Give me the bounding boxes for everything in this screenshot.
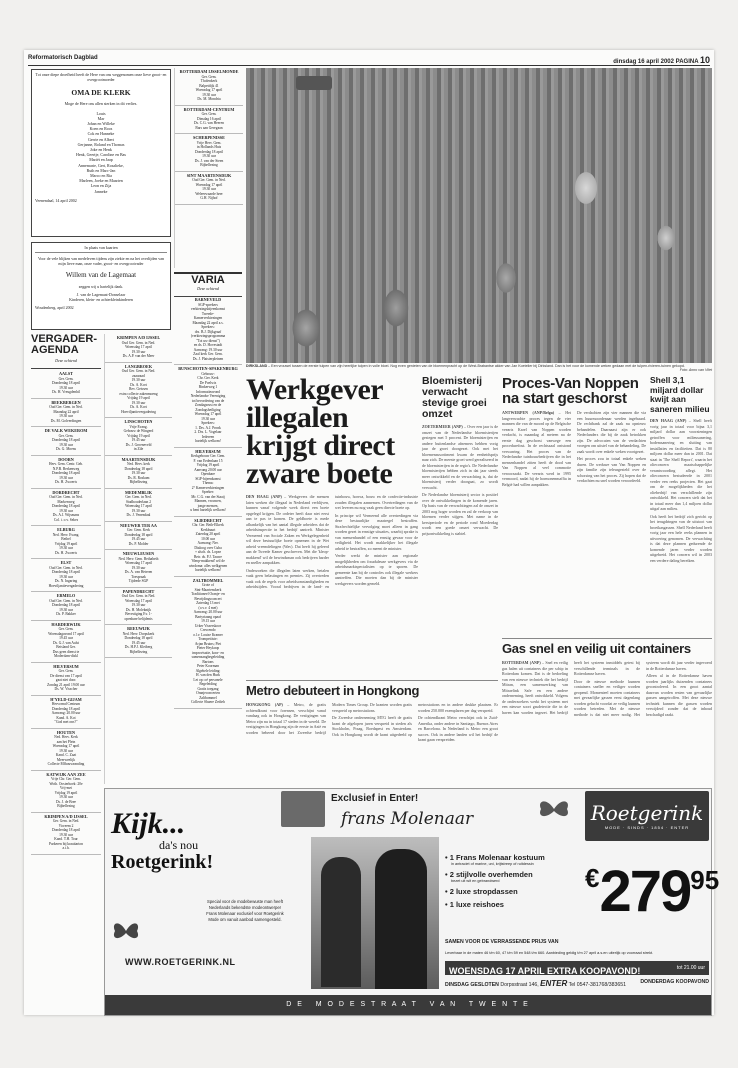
ad-das-nou: da's nou bbox=[159, 838, 199, 852]
agenda-item bbox=[105, 550, 172, 588]
model-man bbox=[375, 849, 427, 989]
agenda-details: Grote of Sint-Maartenskerk Traditioneel Oranje- en Bevrijdingsconcert Zaterdag 13 mei (o.v.v. 4 mei) Aanvang: 20.00 uur Bartyriaang opaaf 19.15 uur Urker Visserskoor Crescendo o.l.v. Louise Kramer Trompettiste: Arjan Bruins; Piet Pieter Heykoop improvisatie, koor- en samenzangbegeleiding Bartons Peter Koorman Algehele leiding: H. van den Hurk Let op: oé personele Begeleiding Gratis toegang Oranjeconcerten Zaltbommel Collecte Shuere Zedieh bbox=[191, 583, 225, 704]
agenda-item bbox=[31, 771, 101, 813]
family-member: Johan en Willeke bbox=[87, 121, 115, 127]
varia-title: VARIA bbox=[191, 274, 225, 286]
shell-body bbox=[650, 418, 712, 563]
noppen-dateline: ANTWERPEN (ANP/Belga) bbox=[502, 410, 555, 415]
price-currency: € bbox=[585, 863, 600, 893]
shell-headline: Shell 3,1 miljard dollar kwijt aan saneren milieu bbox=[650, 375, 710, 414]
agenda-details: Ned. Herv. Dorpskerk Donderdag 18 april 19.45 uur Ds. H.P.J. Kleiberg Bijbellezing bbox=[122, 631, 155, 654]
designer-portrait bbox=[281, 791, 325, 827]
header-date: dinsdag 16 april 2002 bbox=[613, 59, 674, 65]
main-text3: In principe wil Vermeend alle overtredingen via deze bestuurlijke maatregel bestraffen. Strafrechtelijke vervolging moet alleen in gang worden gezet in ernstige situaties, waarbij sprake is van mensenhandel of een ernstig gevaar voor de veiligheid. Het wordt makkelijker het illegale arbeid te bestraffen, zo meent de minister. bbox=[335, 512, 418, 551]
agenda-item bbox=[31, 813, 101, 855]
agenda-details: Chr. Ger. Beth-Elkerk Kerkbuurt Zaterdag 20 april 10.00 uur Aanvang: Ner. Dialoog over Cuba + alsch. ds. Lopez Betr. ds. P.J. Tauwe 'Sleop-makkend' wil de windoma: alles welkgenen hartelijk welkom! bbox=[188, 523, 228, 572]
paper-name: Reformatorisch Dagblad bbox=[28, 55, 98, 61]
gas-headline: Gas snel en veilig uit containers bbox=[502, 641, 691, 656]
ad-item bbox=[445, 887, 587, 896]
caption-text: – Een vrouwel tussen de eerste tulpen van zijn heerlijke tulpen in volle bloei. Nog even genieten van de bloemenpracht op de West-Brabantse akker van Jan Koetelier bij Dirksland. Dan is het voor de komende weken gedaan met de tulpen-rivieren-tuinen gekopd. bbox=[267, 364, 685, 368]
bloem-headline: Bloemisterij verwacht stevige groei omzet bbox=[422, 375, 487, 420]
agenda-place: H'YELD-GIJAM bbox=[50, 696, 82, 702]
notice2-thanks: zeggen wij u hartelijk dank. bbox=[78, 283, 124, 289]
notice-intro: Tot onze diepe droefheid heeft de Here van ons weggenomen onze lieve groot- en overgrootmoeder bbox=[35, 72, 167, 83]
notice2-signer: J. van de Lagemaat-Donselaar Kinderen, klein- en achterkleinkinderen bbox=[69, 291, 133, 303]
price-cents: 95 bbox=[690, 865, 720, 895]
gas-body bbox=[502, 660, 712, 717]
thanks-notice-lagemaat bbox=[31, 242, 171, 330]
roetgerink-advertisement bbox=[104, 788, 720, 1016]
agenda-details: Ger. Gem. Woensdagavond 17 april 19.45 uur Ds. G.J. van Aalst Beisland Ger. Dus geen dienst te Moderdam-diskl bbox=[48, 627, 84, 658]
agenda-item bbox=[31, 696, 101, 729]
family-member: Mariët en Jaap bbox=[89, 157, 113, 163]
agenda-place: NIEUWLEUSEN bbox=[122, 551, 155, 556]
bloem-dateline: ZOETERMEER (ANP) bbox=[422, 424, 463, 429]
metro-text: – Metro, de gratis ochtendkrant voor forensen, verschijnt vanaf vandaag ook in Hongkong. De vestigingen van Metro zijn nu in totaal 17 steden in de wereld. De vestigingen in Hongkong zijn de eerste in Azië en worden beheerd door het Zweedse bedrijf Modern Times Group. De kranten worden gratis verspreid op metrostations. bbox=[246, 702, 412, 735]
footer-addr: Dorpsstraat 146, bbox=[500, 982, 539, 988]
agenda-place: LINSCHOTEN bbox=[124, 419, 153, 424]
agenda-item bbox=[31, 663, 101, 696]
agenda-item bbox=[174, 517, 242, 577]
agenda-details: Oud Ger. Gem. in Ned. Donderdag 18 april 19.30 uur Ds. P. Bakker bbox=[49, 598, 83, 616]
page-header bbox=[28, 53, 710, 66]
agenda-place: DE VALK WEKEROM bbox=[44, 428, 88, 433]
varia-column bbox=[174, 296, 242, 786]
butterfly-icon bbox=[111, 919, 141, 943]
agenda-place: ROTTERDAM-CENTRUM bbox=[183, 106, 235, 112]
ad-roetgerink-slogan: Roetgerink! bbox=[111, 851, 214, 873]
agenda-details: Oud Ger. Gem. in Ned. Maandag 22 april 19.30 uur Ds. M. Golverdingen bbox=[49, 405, 83, 423]
metro-text2: De Zweedse onderneming MTG heeft de gratis krant de afgelopen jaren verspreid in steden als Stockholm, Praag, Boedapest en Amsterdam. Ook in Hongkong wordt de krant uitgedeeld op metrostations en in andere drukke plaatsen. Er worden 250.000 exemplaren per dag verspreid. bbox=[332, 702, 498, 737]
ad-intro-line: Nederlands bekendste modeontwerper bbox=[208, 905, 282, 910]
agenda-details: Ger. Gem. in Ned. Vicreem 2 Donderdag 18 april 19.30 uur Kand. T.H. Tour Parkeren bij kraaitarion a.i.h. bbox=[49, 819, 83, 850]
ad-url: WWW.ROETGERINK.NL bbox=[125, 957, 236, 967]
agenda-item bbox=[105, 456, 172, 489]
agenda-place: HILVERSUM bbox=[195, 448, 221, 454]
tulip-field-photo bbox=[246, 68, 712, 363]
agenda-item bbox=[105, 334, 172, 363]
family-member: Cok en Hanneke bbox=[87, 131, 115, 137]
ad-item-sub: in antraciet of marine, uni, krijtstreep of ruitdessin bbox=[451, 862, 534, 866]
ad-intro-line: Mode om vanuit aanbod samengesteld. bbox=[208, 917, 282, 922]
bloem-body bbox=[422, 424, 498, 536]
agenda-item bbox=[31, 456, 101, 489]
agenda-details: Ger. Gem. Donderdag 18 april 19.30 uur Ds. G. Moens bbox=[52, 433, 80, 451]
butterfly-icon-right bbox=[537, 797, 571, 821]
agenda-place: SLIEDRECHT bbox=[194, 517, 222, 523]
main-dateline: DEN HAAG (ANP) bbox=[246, 494, 282, 499]
agenda-details: Vrije Herv. Gem. in Hollands Huis Donderdag 18 april 19.30 uur Ds. J. van der Steen Bijbellezing bbox=[194, 140, 224, 167]
agenda-header bbox=[31, 334, 101, 369]
notice-verse: Moge de Here ons allen sterken in dit verlies. bbox=[64, 101, 138, 107]
notice-place-date: Veenendaal, 14 april 2002 bbox=[35, 197, 77, 203]
article-van-noppen bbox=[502, 376, 646, 636]
header-page-label: PAGINA bbox=[675, 59, 699, 65]
koopavond-text: WOENSDAG 17 APRIL EXTRA KOOPAVOND! bbox=[449, 966, 641, 976]
ad-item bbox=[445, 853, 587, 866]
agenda-place: ROTTERDAM IJSSELMONDE bbox=[179, 69, 239, 74]
family-member: Leon en Zija bbox=[90, 183, 112, 189]
family-list bbox=[35, 111, 167, 194]
agenda-place: HOUTEN bbox=[56, 729, 76, 735]
koopavond-time: tot 21.00 uur bbox=[676, 965, 705, 971]
ad-item-title: • 2 luxe stropdassen bbox=[445, 887, 518, 896]
family-member: Mar bbox=[97, 115, 105, 121]
agenda-place: ERMELO bbox=[56, 593, 76, 598]
article-gas bbox=[502, 638, 712, 787]
agenda-item bbox=[105, 522, 172, 551]
family-member: Louis bbox=[96, 110, 106, 116]
agenda-item bbox=[174, 296, 242, 365]
agenda-column-1 bbox=[31, 370, 101, 1015]
family-member: Annemarie, Gert, Rosalieke, bbox=[78, 162, 124, 168]
bloem-text: – Over een jaar is de omzet van de Nederlandse bloemisterijen gestegen met 5 procent. De bloemisterijen en andere buitenlandse afnemers hebben vorig jaar de groei doorgezet. Ook met het bloemenassortiment kwam de eenheidsprijs naar zich. De meeste groei werd gerealiseerd in de bloemisterijen in de regio's. De Nederlandse bloemisterijen hebben zich in dat jaar steeds meer ontwikkeld en de verwachting is, dat de bloemisterij verder doorgaat, zo wordt verwacht. bbox=[422, 424, 499, 490]
agenda-details: Herv. Gem. Centr. Geb. N.P.B. Berkenweg Donderdag 18 april 19.30 uur Ds. H. Zwoerts bbox=[49, 462, 83, 484]
agenda-place: KATWIJK AAN ZEE bbox=[46, 771, 86, 777]
agenda-details: Oud Ger. Gem. in Ned. Woensdag 17 april 19.30 uur Ds. A.P. van der Meer bbox=[121, 340, 156, 358]
ad-banner: D E M O D E S T R A A T V A N T W E N T E bbox=[105, 995, 711, 1015]
agenda-place: KRIMPEN A/D IJSSEL bbox=[44, 813, 88, 819]
family-member: Marleen, Joeke en Maarten bbox=[79, 178, 123, 184]
ad-item-sub: bezet uit wit en gebrandwerd bbox=[451, 879, 500, 883]
agenda-place: LANGBROEK bbox=[124, 363, 153, 369]
agenda-place: BUNSCHOTEN-SPAKENBURG bbox=[178, 366, 238, 371]
footer-enter: ENTER bbox=[540, 979, 568, 988]
agenda-place: PAPENDRECHT bbox=[122, 588, 155, 594]
agenda-place: SINT MAARTENSDIJK bbox=[186, 172, 232, 178]
agenda-place: REEUWIJK bbox=[127, 626, 150, 631]
notice2-place-date: Woudenberg, april 2002 bbox=[35, 305, 74, 311]
noppen-text3: Het proces zou in totaal enkele weken duren. De weduwe van Van Noppen en zijn familie zijn teleurgesteld over de schorsing van het proces. Zij hopen dat de verdachten nu snel worden veroordeeld. bbox=[577, 456, 646, 483]
agenda-details: Ned. Herv. Kerk aan het Plein Woensdag 17 april 19.30 uur Kand. C. Zaat Meerweelijk Collecte Mfhouweanding bbox=[47, 735, 85, 766]
newspaper-page bbox=[24, 50, 720, 1015]
agenda-place: MEDEMBLIK bbox=[125, 489, 152, 495]
agenda-details: Ger. Gem. Kerk Donderdag 18 april 19.45 uur Ds. P. Molder bbox=[124, 528, 153, 546]
agenda-item bbox=[31, 427, 101, 456]
ad-footer-info bbox=[445, 979, 709, 991]
agenda-details: Gebouw: Chr. Ger. Kerk De Poelwis Binkerweg 1 Informatieavond Nederlandse Vereniging tot bevordering van de Zondagsrust en de Zondagsheiliging Woensdag 17 april 19.30 uur Sprekers: 1. Drs. A.J. Pronk 2. Drs. L. Vogelaar Iedereen hartelijk welkom! bbox=[190, 371, 226, 443]
agenda-item bbox=[31, 729, 101, 771]
ad-kijk-block bbox=[111, 807, 261, 873]
agenda-item bbox=[105, 418, 172, 456]
main-body bbox=[246, 494, 418, 590]
metro-text3: De ochtendkrant Metro verschijnt ook in Zuid-Amerika, onder andere in Santiago, Buenos Aires en Barcelona. In Nederland is Metro een groot succes. Ook in andere landen wil het bedrijf de krant gaan verspreiden. bbox=[418, 715, 498, 742]
family-member: Janneke bbox=[94, 188, 108, 194]
main-text4: Verder werkt de minister aan regionale mogelijkheden om frauduleuze werkgevers via de arbeidsmarktspecialisten op te sporen. De gemeente kan bij de controles ook illegale werkers aantreffen. Die moeten dan bij de minister werkgevers worden gemeld. bbox=[335, 553, 418, 586]
agenda-place: HARDERWIJK bbox=[51, 621, 81, 627]
ad-exclusief: Exclusief in Enter! bbox=[331, 793, 419, 804]
agenda-details: Vrije Evang. Gebouw de Wingerd Vrijdag 19 april 19.45 uur Ds. J. Groeneveld in Zile bbox=[123, 424, 154, 451]
ad-item bbox=[445, 900, 587, 909]
gas-dateline: ROTTERDAM (ANP) bbox=[502, 660, 541, 665]
agenda-item bbox=[175, 134, 243, 172]
agenda-item bbox=[31, 399, 101, 428]
agenda-item bbox=[175, 106, 243, 135]
agenda-place: BEEKBERGEN bbox=[51, 399, 81, 405]
agenda-item bbox=[31, 526, 101, 559]
agenda-place: AALST bbox=[59, 371, 73, 376]
notice2-intro: In plaats van kaarten bbox=[35, 245, 167, 253]
agenda-item bbox=[105, 625, 172, 658]
noppen-text2: De verdachten zijn vier mannen die via een huurmoordenaar werden ingehuurd. De rechtbank zal de zaak nu opnieuw behandelen. Daarnaast zijn er ook Nederlanders die bij de zaak betrokken zijn. De advocaten van de verdachten vroegen om uitstel van de behandeling. De zaak wordt over enkele weken voortgezet. bbox=[577, 410, 646, 454]
tractor-shape bbox=[296, 76, 332, 90]
ad-price bbox=[585, 847, 720, 943]
agenda-column-2 bbox=[104, 334, 172, 784]
main-text1: – Werkgevers die mensen laten werken die illegaal in Nederland verblijven, kunnen vanaf volgende week direct een boete opgelegd krijgen. De ordeter heeft daar niet eerst aan te pas te komen. De geldboete is mede afhankelijk van het aantal illegale arbeiders dat de arbeidsinspectie in het bedrijf aantreft. Minister Vermeend van Sociale Zaken en Werkgelegenheid wil deze bestuurlijke boete opnemen in de Wet arbeid vreemdelingen (Wav). Dat heeft hij geleerd aan de Tweede Kamer geschreven. Met die 'kleop-makkend' wil de bewindsman ook bedrijven harder en sneller aanpakken. bbox=[246, 494, 329, 565]
gas-text: – Snel en veilig gas halen uit containers die per schip in Rotterdam komen. Dat is de bedoeling van een nieuwe techniek die het bedrijf Mitran, een samenwerking van Mitraelink Safe en een andere onderneming, heeft ontwikkeld. Volgens de onderzoekers werkt het systeem met een nieuwe soort gasdetectie die in de haven kan worden ingezet. Het bedrijf heeft het systeem inmiddels getest bij verschillende terminals in de Rotterdamse haven. bbox=[502, 660, 640, 715]
agenda-place: MAARTENSDIJK bbox=[121, 456, 156, 462]
main-article bbox=[246, 373, 418, 676]
agenda-details: Hervormd Centrum Donderdag 18 april Aanvang: 20.00 uur Kand. A. Kot "God met ons?" bbox=[51, 702, 81, 724]
ad-intro-text bbox=[165, 899, 325, 949]
ad-leverbaar: Leverbaar in de maten 46 t/m 60, 47 t/m 59 en 548 t/m 660. Aanbieding geldig t/m 27 april a.s.en uiterlijk op voorraad strekt. bbox=[445, 951, 654, 955]
agenda-details: Kerkgebouw Ger. Gem. F. van Eedenlaan 15 Vrijdag 19 april Aanvang 20.00 uur Openbare SGP-bijeenkomst Thema: 2° Kamerverkiezingen Spreker: Mr. C.G. van der Staaij Mannen, vrouwen, jonge mensen, u bent hartelijk welkom! bbox=[190, 454, 226, 512]
agenda-place: DOORN bbox=[58, 456, 74, 462]
agenda-item bbox=[105, 363, 172, 419]
agenda-item bbox=[175, 172, 243, 205]
agenda-place: SCHERPENISSE bbox=[193, 135, 225, 140]
family-member: Ruth en Marc-Jan bbox=[86, 167, 116, 173]
gas-text2: Door de nieuwe methode kunnen containers sneller en veiliger worden geopend. Momenteel moeten containers met gevaarlijke gassen eerst dagenlang worden gelucht voordat ze veilig kunnen worden betreden. Met de nieuwe methode is dat niet meer nodig. Het systeem wordt dit jaar verder ingevoerd in de Rotterdamse haven. bbox=[574, 660, 712, 717]
agenda-item bbox=[105, 588, 172, 626]
agenda-details: Oud Ger. Gem. in Ned. Markenweg Donderdag 18 april 19.30 uur Ds. A.J. Wijsmans Col. i. o.v. Sekes bbox=[49, 495, 83, 522]
article-bloemisterij bbox=[422, 376, 498, 676]
family-member: Henk, Geertje, Caroline en Bas bbox=[76, 152, 126, 158]
noppen-text: – Het langverwachte proces tegen de vier mannen die van de moord op de Belgische veearts Karel van Noppen worden verdacht, is maandag al meteen na de eerste dag geschorst vanwege een procedurefout. In de rechtszaal ontstond verwarring. Het proces van de Nederlandse tuinbouwbedrijven die in het mensenhandel zitten heeft de dood van Van Noppen al veel commotie veroorzaakt. De veearts werd in 1995 vermoord, nadat hij de hormonenmaffia in België had willen aanpakken. bbox=[502, 410, 571, 487]
family-member: Gerjanne, Roland en Thomas bbox=[77, 141, 125, 147]
notice-name: OMA DE KLERK bbox=[71, 88, 131, 98]
agenda-item bbox=[174, 365, 242, 448]
agenda-details: Oud Ger. Gem. in Ned. Woensdag 17 april 19.30 uur Ds. H. Moleknijk Bevestiging Ev. 1- openbare belijdenis bbox=[121, 594, 156, 621]
agenda-column-3 bbox=[174, 68, 243, 268]
agenda-item bbox=[31, 621, 101, 663]
header-right bbox=[613, 55, 710, 65]
roetgerink-logo bbox=[585, 791, 709, 841]
caption-place: DIRKSLAND bbox=[246, 364, 268, 368]
notice2-name: Willem van de Lagemaat bbox=[65, 270, 137, 279]
ad-total-label: SAMEN VOOR DE VERRASSENDE PRIJS VAN bbox=[445, 939, 559, 945]
ad-item bbox=[445, 870, 587, 883]
agenda-details: Ger. Gem. Donderdag 18 april 19.30 uur Ds. H. Vreugdenhil bbox=[52, 376, 80, 394]
bloem-text2: De Nederlandse bloemisterij sector is positief over de ontwikkelingen in de komende jaren. Op basis van de verwachtingen zal de omzet in 2003 nog hoger worden en zal de verkoop van bloemen verder stijgen. Met name in de kerstperiode en de periode rond Moederdag wordt een goede omzet verwacht. De prijsontwikkeling is stabiel. bbox=[422, 492, 498, 536]
gas-text3: Alleen al in de Rotterdamse haven worden jaarlijks duizenden containers gecontroleerd. In een groot aantal daarvan worden resten van gevaarlijke gassen aangetroffen. Met deze nieuwe techniek kunnen die gassen worden verwijderd zonder dat de inhoud beschadigd raakt. bbox=[646, 673, 712, 717]
agenda-details: Vrije Chr. Ger. Gem. Woth. Oosterhoek: 20e Vrij-mei Vrijdag 19 april 19.30 uur Ds. J. de Bree Bijbellezing bbox=[49, 777, 83, 808]
agenda-place: NIEUWER TER AA bbox=[120, 522, 157, 528]
agenda-item bbox=[174, 448, 242, 517]
family-member: Joke en Henk bbox=[90, 147, 112, 153]
agenda-place: BARNEVELD bbox=[194, 297, 222, 302]
agenda-details: Oud Ger. Gem. in Ned. Woensdag 17 april 19.30 uur Weleerwaarde heer G.H. Nijhof bbox=[192, 178, 226, 200]
ad-signature: frans Molenaar bbox=[341, 809, 474, 829]
header-page-number: 10 bbox=[699, 55, 710, 65]
agenda-place: ZALTBOMMEL bbox=[192, 577, 224, 583]
ad-item-title: • 1 Frans Molenaar kostuum bbox=[445, 853, 545, 862]
ad-item-title: • 1 luxe reishoes bbox=[445, 900, 504, 909]
varia-subtitle: Deze ochtend bbox=[197, 286, 219, 291]
family-member: Marco en Ria bbox=[90, 173, 112, 179]
agenda-subtitle: Deze ochtend bbox=[55, 358, 77, 363]
ad-kijk: Kijk... bbox=[111, 807, 186, 840]
agenda-details: Ned. Herv. kerk Donderdag 18 april 19.30 uur Ds. R. Roskam Bijbellezing bbox=[124, 462, 153, 484]
agenda-item bbox=[31, 370, 101, 399]
agenda-details: Ger. Gem. in Ned. Stadhouderlaan 2 Woensdag 17 april 19.30 uur Ds. J. Venendaal bbox=[125, 495, 152, 517]
metro-dateline: HONGKONG (AP) bbox=[246, 702, 283, 707]
agenda-details: Oud Ger. Gem. in Ned. zaaaraad 19.30 uur Ds. A. Kort Rev. Geissen extra collecte zakenmoeng Vrijdag 19 april 19.30 uur Ds. A. Kort Hoeviljantievergadering bbox=[119, 369, 158, 414]
agenda-place: ELST bbox=[60, 560, 72, 565]
shell-dateline: DEN HAAG (ANP) bbox=[650, 418, 687, 423]
agenda-details: Ned. Herv. Evang. Bethel Vrijdag 19 april 19.30 uur Ds. H. Zwoerts bbox=[52, 532, 80, 555]
main-text2: Onderzoeken die illegalen laten werken, betalen vaak geen belastingen en premies. Zij overtreden vaak ook de regels voor arbeidsomstandigheden en arbeidstijden. Vooral bedrijven in de land- en tuinbouw, horeca, bouw en de confectie-industrie zouden illegalen aannemen. Overtredingen van de wet leveren nu nog vaak geen directe boete op. bbox=[246, 494, 418, 589]
footer-left: DINSDAG GESLOTEN bbox=[445, 982, 499, 988]
death-notice-klerk bbox=[31, 69, 171, 237]
agenda-details: Ger. Gem. De dienst van 17 april gaat niet door. Zondag 21 april 19.00 uur Ds. W. Visscher bbox=[47, 669, 85, 691]
main-headline: Werkgever illegalen krijgt direct zware boete bbox=[246, 373, 395, 490]
agenda-title: VERGADER-AGENDA bbox=[31, 333, 98, 356]
agenda-details: Ned. Herv. Gem. Bethabeth Woensdag 17 april 19.30 uur Ds. A. van Heteren Toespraak Tijdrede SGP bbox=[118, 556, 159, 583]
notice2-text: Voor de vele blijken van medeleven tijdens zijn ziekte en na het overlijden van mijn lieve man, onze vader, groot- en overgrootvader bbox=[38, 256, 164, 267]
ad-item-list bbox=[445, 853, 587, 943]
agenda-place: HILVERSUM bbox=[53, 663, 79, 669]
family-member: Gerrie en Albert bbox=[88, 136, 114, 142]
agenda-details: SGP-sprekers verkiezingsbijeenkomst Tweede- Kamerverkiezingen Maandag 22 april a.s. Sprekers: drs. B.J. Dijkgraaf (verkiezingsprogramma "Tot uw dienst") en ds. D. Hovestadt Aanvang: 19.30 uur Zaal kerk Ger. Gem. Ds. J. Plaisierpleinen bbox=[190, 302, 226, 361]
ad-intro-line: Special voor de modebewuste man heeft bbox=[207, 899, 283, 904]
agenda-item bbox=[105, 489, 172, 522]
logo-text: Roetgerink bbox=[590, 801, 704, 825]
agenda-place: KRIMPEN A/D IJSSEL bbox=[116, 335, 161, 340]
article-shell bbox=[650, 376, 712, 636]
agenda-item bbox=[174, 577, 242, 709]
ad-item-title: • 2 stijlvolle overhemden bbox=[445, 870, 533, 879]
price-main: 279 bbox=[599, 859, 691, 924]
agenda-details: Ger. Gem. Dinsdag 16 april Ds. C.G. van Heeren Bars aan Geregaan bbox=[194, 112, 224, 130]
noppen-body bbox=[502, 410, 646, 487]
footer-right: DONDERDAG KOOPAVOND bbox=[640, 979, 709, 985]
metro-headline: Metro debuteert in Hongkong bbox=[246, 683, 420, 698]
agenda-place: ELBURG bbox=[57, 527, 75, 532]
agenda-item bbox=[31, 559, 101, 592]
footer-tel: Tel 0547-381768/383651 bbox=[568, 982, 627, 988]
caption-credit: Foto: Anno van Vliet bbox=[679, 368, 712, 372]
family-member: Koen en Roos bbox=[89, 126, 113, 132]
model-woman bbox=[321, 857, 361, 987]
shell-text2: Ook heeft het bedrijf zich gericht op het terugdringen van de uitstoot van broeikasgassen. Shell Nederland heeft vorig jaar een hele reeks plannen in uitvoering genomen. De verwachting is dat deze plannen gedurende de komende jaren verder worden uitgebreid. Het concern wil in 2003 een verdere daling bereiken. bbox=[650, 513, 712, 563]
agenda-item bbox=[175, 68, 243, 106]
agenda-details: Oud Ger. Gem. in Ned. Donderdag 18 april 19.30 uur Ds. N. Ingaring Hoeviljantievergadering bbox=[48, 565, 84, 588]
ad-koopavond-bar bbox=[445, 961, 709, 975]
agenda-details: Ger. Gem. Tholenkerk Balpetdijk 41 Woensdag 17 april 19.30 uur Ds. M. Mondria bbox=[195, 74, 223, 101]
photo-caption bbox=[246, 364, 712, 372]
agenda-place: DORDRECHT bbox=[52, 489, 80, 495]
shell-text: – Shell heeft vorig jaar in totaal voor bijna 3,1 miljard dollar aan voorzieningen getroffen voor milieusanering, bodemsanering en sluiting van installaties en faciliteiten. Dat is 80 miljoen dollar meer dan in 2001. Dat staat in 'The Shell Report', waarin het olieconcern maatschappelijke verantwoording aflegt. Het olieconcern bestudeerde in 2001 verder een reeks projecten. Het gaat om de mogelijkheden die het oliebedrijf van verschillende zijn ontwikkeld. Het concern stelt dat het in totaal meer dan 1,4 miljoen dollar uitgaf aan milieu. bbox=[650, 418, 713, 511]
noppen-headline: Proces-Van Noppen na start geschorst bbox=[502, 375, 639, 407]
agenda-item bbox=[31, 592, 101, 621]
metro-body bbox=[246, 702, 498, 743]
models-photo bbox=[311, 837, 439, 989]
article-metro bbox=[246, 680, 498, 787]
logo-sub: MODE · SINDS · 1854 · ENTER bbox=[604, 825, 690, 830]
agenda-item bbox=[31, 489, 101, 527]
ad-intro-line: Frans Molenaar exclusief voor Roetgerink bbox=[206, 911, 284, 916]
varia-header bbox=[174, 272, 242, 297]
